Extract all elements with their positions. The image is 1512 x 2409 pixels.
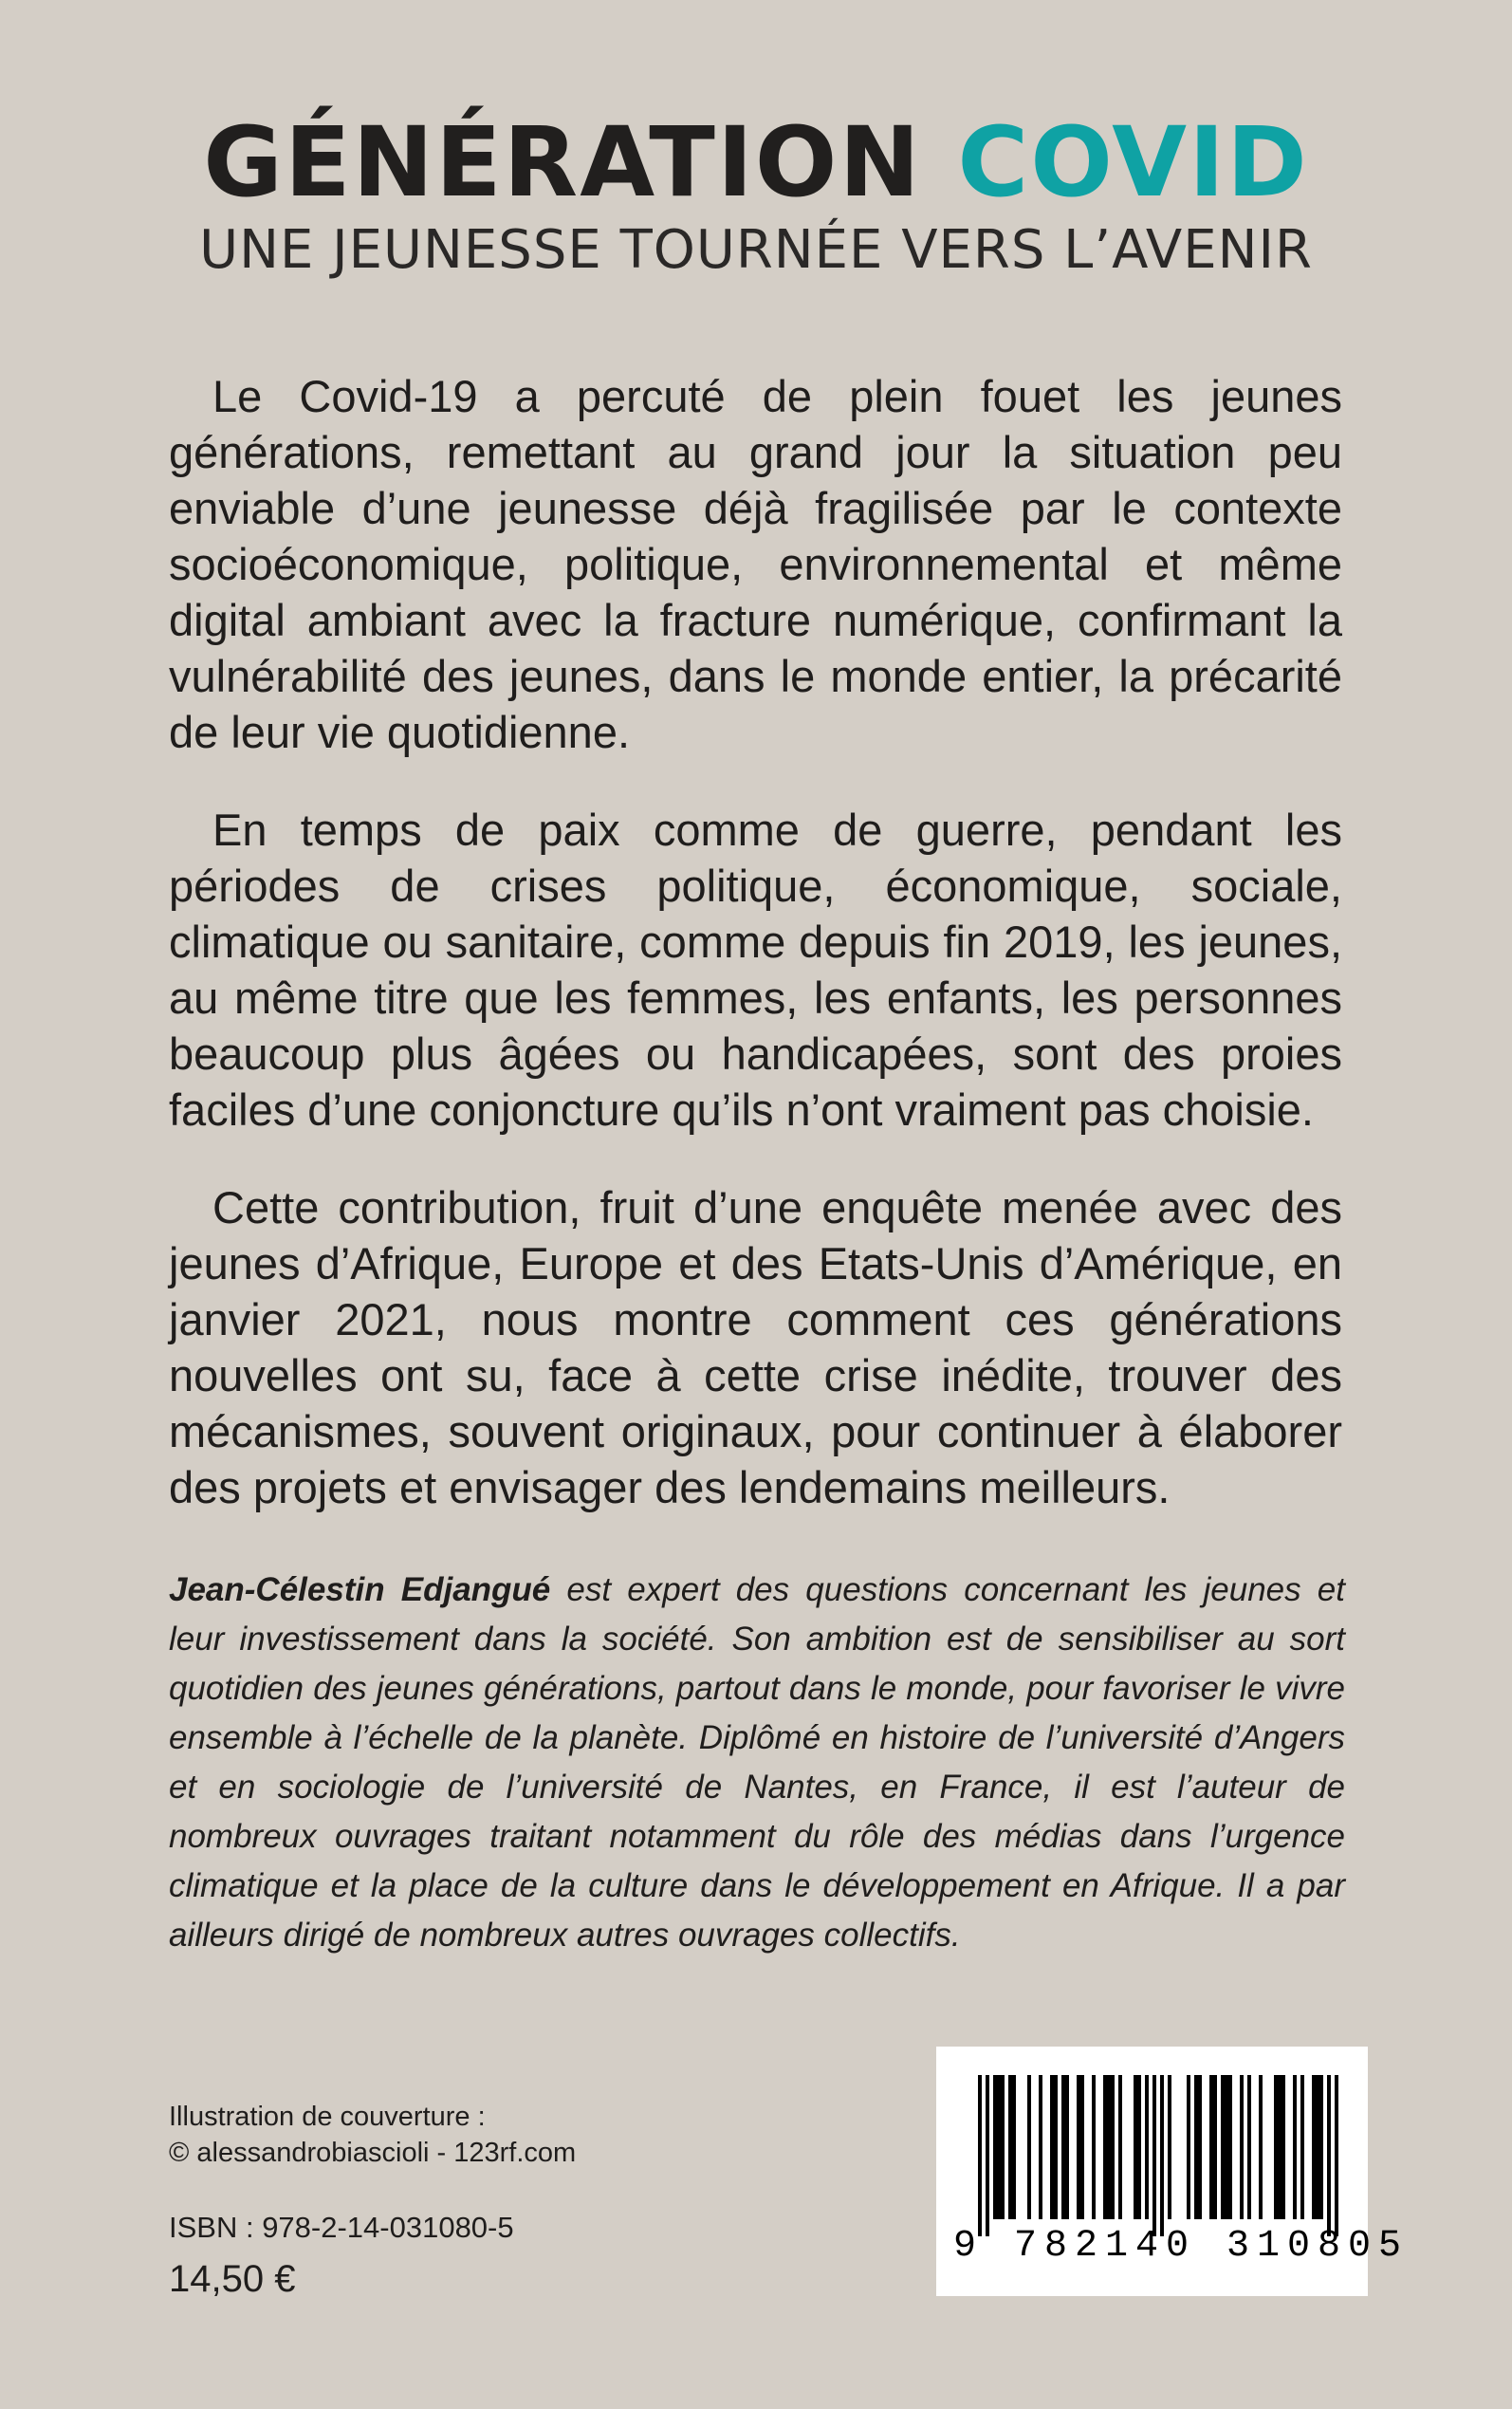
barcode-bar xyxy=(1209,2075,1213,2219)
barcode-bar xyxy=(1194,2075,1198,2219)
author-bio xyxy=(169,1566,1345,1960)
author-name: Jean-Célestin Edjangué xyxy=(169,1571,551,1608)
blurb-paragraph: En temps de paix comme de guerre, pendant les périodes de crises politique, économique, sociale, climatique ou sanitaire, comme depuis fin 2019, les jeunes, au même titre que les femmes, les enfants, les personnes beaucoup plus âgées ou handicapées, sont des proies faciles d’une conjoncture qu’ils n’ont vraiment pas choisie. xyxy=(169,805,1342,1135)
book-title xyxy=(0,106,1512,219)
barcode xyxy=(936,2047,1410,2296)
isbn: ISBN : 978-2-14-031080-5 xyxy=(169,2211,514,2244)
barcode-bar xyxy=(1107,2075,1111,2219)
barcode-bar xyxy=(1213,2075,1217,2219)
barcode-bar xyxy=(978,2075,982,2236)
barcode-bar xyxy=(1001,2075,1005,2219)
title-block xyxy=(0,106,1512,282)
title-word-covid: COVID xyxy=(957,106,1309,219)
barcode-bar xyxy=(1282,2075,1285,2219)
blurb-paragraph: Cette contribution, fruit d’une enquête menée avec des jeunes d’Afrique, Europe et des Etats-Unis d’Amérique, en janvier 2021, nous montre comment ces générations nouvelles ont su, face à cette crise inédite, trouver des mécanismes, souvent originaux, pour continuer à élaborer des projets et envisager des lendemains meilleurs. xyxy=(169,1182,1342,1512)
barcode-bar xyxy=(1312,2075,1316,2219)
barcode-bar xyxy=(986,2075,989,2236)
title-word-generation: GÉNÉRATION xyxy=(203,106,922,219)
barcode-bar xyxy=(1077,2075,1080,2219)
barcode-bar xyxy=(1137,2075,1141,2219)
barcode-bar xyxy=(1228,2075,1232,2219)
barcode-bar xyxy=(1198,2075,1202,2219)
barcode-bar xyxy=(1300,2075,1304,2219)
credits-label: Illustration de couverture : xyxy=(169,2102,486,2132)
barcode-bar xyxy=(1065,2075,1069,2219)
barcode-bar xyxy=(1118,2075,1122,2219)
blurb-paragraph: Le Covid-19 a percuté de plein fouet les jeunes générations, remettant au grand jour la situation peu enviable d’une jeunesse déjà fragilisée par le contexte socioéconomique, politique, environnemental et même digital ambiant avec la fracture numérique, confirmant la vulnérabilité des jeunes, dans le monde entier, la précarité de leur vie quotidienne. xyxy=(169,371,1342,757)
book-subtitle: UNE JEUNESSE TOURNÉE VERS L’AVENIR xyxy=(199,219,1313,282)
barcode-bar xyxy=(1061,2075,1065,2219)
barcode-bar xyxy=(1050,2075,1054,2219)
barcode-bar xyxy=(997,2075,1001,2219)
barcode-bar xyxy=(1335,2075,1338,2236)
barcode-bar xyxy=(1319,2075,1323,2219)
barcode-bar xyxy=(1240,2075,1244,2219)
barcode-bar xyxy=(1187,2075,1190,2219)
barcode-bar xyxy=(1225,2075,1228,2219)
blurb xyxy=(169,368,1342,1557)
barcode-digits: 9 782140 310805 xyxy=(953,2225,1410,2268)
barcode-bar xyxy=(993,2075,997,2219)
illustration-credits xyxy=(169,2099,576,2171)
barcode-bar xyxy=(1027,2075,1031,2219)
price: 14,50 € xyxy=(169,2258,296,2300)
barcode-bar xyxy=(1012,2075,1016,2219)
barcode-bar xyxy=(1259,2075,1263,2219)
barcode-bar xyxy=(1008,2075,1012,2219)
barcode-bar xyxy=(1080,2075,1084,2219)
barcode-bar xyxy=(1247,2075,1251,2219)
barcode-bar xyxy=(1160,2075,1164,2236)
barcode-bar xyxy=(1134,2075,1137,2219)
barcode-bar xyxy=(1293,2075,1297,2219)
barcode-bar xyxy=(1054,2075,1058,2219)
barcode-bar xyxy=(1145,2075,1149,2219)
barcode-bar xyxy=(1316,2075,1319,2219)
barcode-bar xyxy=(1152,2075,1156,2236)
credits-source: © alessandrobiascioli - 123rf.com xyxy=(169,2138,577,2168)
author-bio-text: est expert des questions concernant les jeunes et leur investissement dans la société. Son ambition est de sensibiliser au sort quotidien des jeunes générations, partout dans le monde, pour favoriser le vivre ensemble à l’échelle de la planète. Diplômé en histoire de l’université d’Angers et en sociologie de l’université de Nantes, en France, il est l’auteur de nombreux ouvrages traitant notamment du rôle des médias dans l’urgence climatique et la place de la culture dans le développement en Afrique. Il a par ailleurs dirigé de nombreux autres ouvrages collectifs. xyxy=(169,1571,1345,1954)
barcode-bar xyxy=(1168,2075,1171,2219)
barcode-bar xyxy=(1111,2075,1115,2219)
barcode-bar xyxy=(1039,2075,1042,2219)
barcode-bar xyxy=(1221,2075,1225,2219)
barcode-bar xyxy=(1274,2075,1278,2219)
barcode-bar xyxy=(1278,2075,1282,2219)
barcode-bar xyxy=(1327,2075,1331,2236)
barcode-bar xyxy=(1103,2075,1107,2219)
barcode-bar xyxy=(1092,2075,1096,2219)
